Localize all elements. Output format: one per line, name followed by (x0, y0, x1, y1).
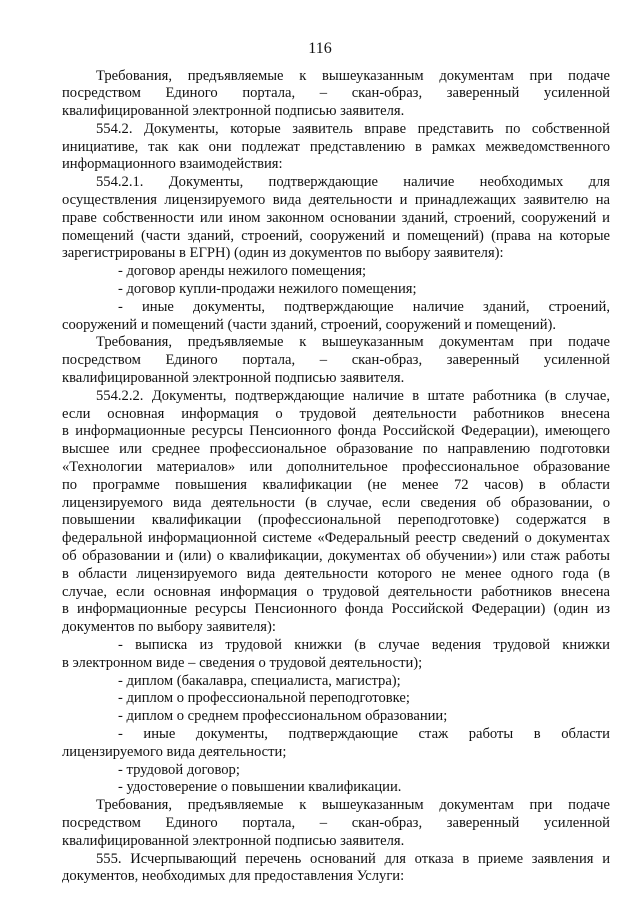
text-line: в информационные ресурсы Пенсионного фонда Российской Федерации), имеющего (62, 423, 610, 440)
text-line: федеральной информационной системе «Федеральный реестр сведений о документах (62, 530, 610, 547)
text-line: посредством Единого портала, – скан-образ, заверенный усиленной (62, 352, 610, 369)
text-line: в информационные ресурсы Пенсионного фонда Российской Федерации) (один из (62, 601, 610, 618)
document-body (62, 68, 610, 887)
text-line: случае, если основная информация о трудовой деятельности работников внесена (62, 583, 610, 600)
text-line: 555. Исчерпывающий перечень оснований для отказа в приеме заявления и (96, 850, 610, 867)
text-line: по программе повышения квалификации (не менее 72 часов) в области (62, 476, 610, 493)
text-line: Требования, предъявляемые к вышеуказанным документам при подаче (96, 797, 610, 814)
text-line: квалифицированной электронной подписью заявителя. (62, 370, 405, 387)
text-line: лицензируемого вида деятельности; (62, 743, 287, 760)
text-line: сооружений и помещений (части зданий, строений, сооружений и помещений). (62, 316, 557, 333)
text-line: - удостоверение о повышении квалификации. (118, 779, 402, 796)
text-line: - диплом (бакалавра, специалиста, магистра); (118, 672, 401, 689)
text-line: помещений (части зданий, строений, сооружений и помещений) (права на которые (62, 227, 610, 244)
text-line: посредством Единого портала, – скан-образ, заверенный усиленной (62, 814, 610, 831)
text-line: об образовании и (или) о квалификации, документах об обучении») или стаж работы (62, 548, 610, 565)
text-line: документов, необходимых для предоставления Услуги: (62, 868, 405, 885)
text-line: повышении квалификации (профессиональной переподготовке) содержатся в (62, 512, 610, 529)
text-line: Требования, предъявляемые к вышеуказанным документам при подаче (96, 67, 610, 84)
text-line: документов по выбору заявителя): (62, 619, 276, 636)
text-line: квалифицированной электронной подписью заявителя. (62, 103, 405, 120)
text-line: посредством Единого портала, – скан-образ, заверенный усиленной (62, 85, 610, 102)
text-line: высшее или среднее профессиональное образование по направлению подготовки (62, 441, 610, 458)
text-line: - иные документы, подтверждающие стаж работы в области (118, 725, 610, 742)
text-line: 554.2.2. Документы, подтверждающие наличие в штате работника (в случае, (96, 387, 610, 404)
text-line: осуществления лицензируемого вида деятельности и принадлежащих заявителю на (62, 192, 610, 209)
text-line: в области лицензируемого вида деятельности которого не менее одного года (в (62, 565, 610, 582)
text-line: - трудовой договор; (118, 761, 240, 778)
text-line: - выписка из трудовой книжки (в случае ведения трудовой книжки (118, 637, 610, 653)
text-line: квалифицированной электронной подписью заявителя. (62, 832, 405, 849)
text-line: зарегистрированы в ЕГРН) (один из документов по выбору заявителя): (62, 245, 504, 262)
text-line: если основная информация о трудовой деятельности работников внесена (62, 405, 610, 422)
text-line: - иные документы, подтверждающие наличие зданий, строений, (118, 298, 610, 315)
text-line: - диплом о профессиональной переподготовке; (118, 690, 410, 707)
text-line: - договор купли-продажи нежилого помещения; (118, 281, 417, 298)
text-line: лицензируемого вида деятельности (в случае, если сведения об образовании, о (62, 494, 610, 511)
text-line: инициативе, так как они подлежат представлению в рамках межведомственного (62, 138, 610, 155)
text-line: 554.2. Документы, которые заявитель вправе представить по собственной (96, 120, 610, 137)
page-number: 116 (308, 40, 332, 57)
text-line: информационного взаимодействия: (62, 156, 283, 173)
text-line: в электронном виде – сведения о трудовой деятельности); (62, 654, 423, 671)
text-line: - договор аренды нежилого помещения; (118, 263, 367, 280)
text-line: 554.2.1. Документы, подтверждающие наличие необходимых для (96, 174, 610, 191)
text-line: «Технологии материалов» или дополнительное профессиональное образование (62, 459, 610, 476)
text-line: - диплом о среднем профессиональном образовании; (118, 708, 448, 725)
text-line: праве собственности или ином законном основании зданий, строений, сооружений и (62, 209, 610, 226)
text-line: Требования, предъявляемые к вышеуказанным документам при подаче (96, 334, 610, 351)
